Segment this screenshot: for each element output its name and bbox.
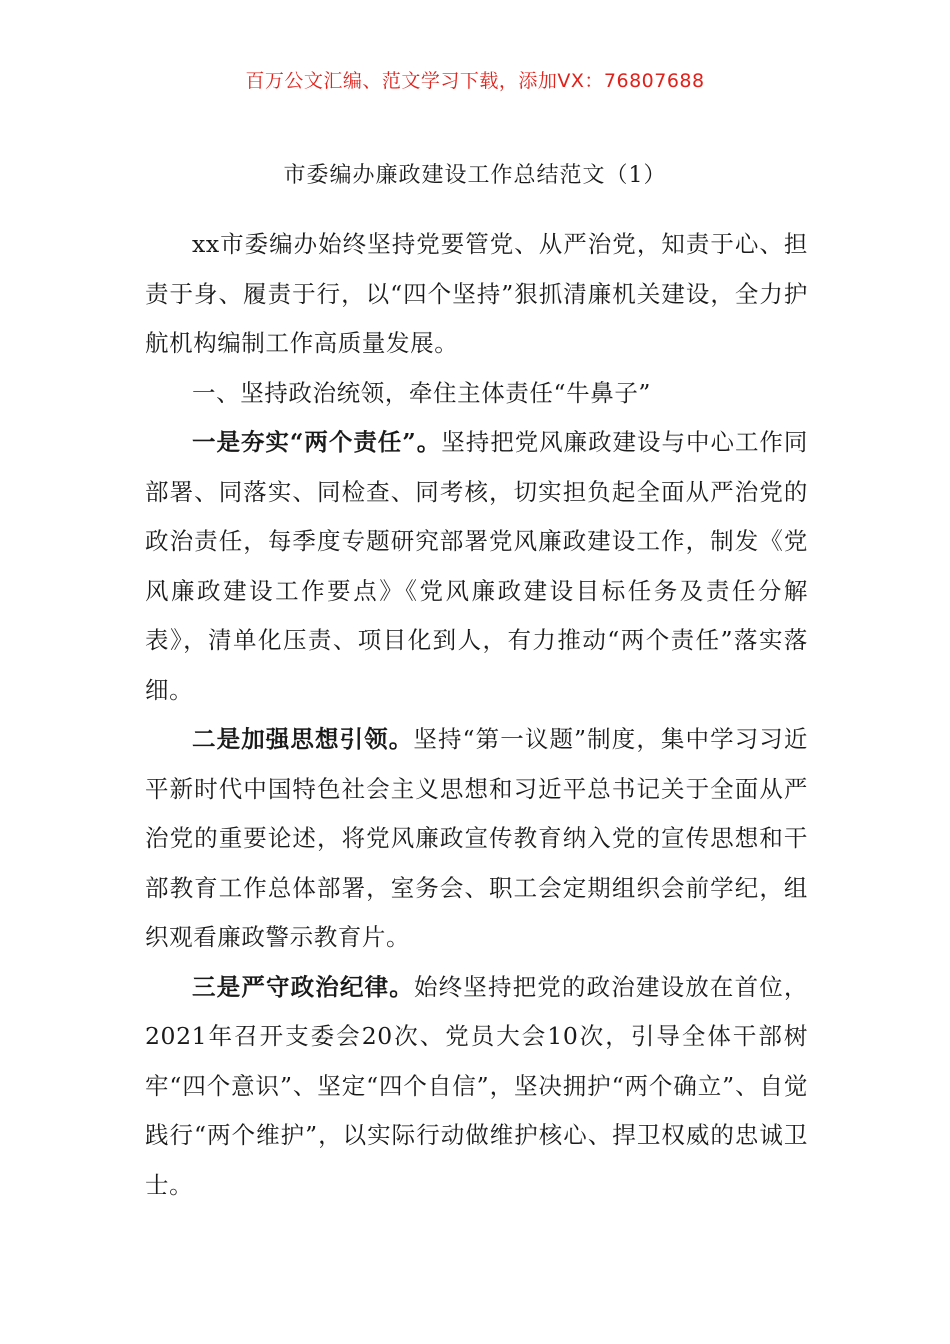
- paragraph-2-lead: 二是加强思想引领。: [192, 725, 414, 753]
- paragraph-2: [145, 715, 808, 963]
- paragraph-1-text: 坚持把党风廉政建设与中心工作同部署、同落实、同检查、同考核，切实担负起全面从严治党的政治责任，每季度专题研究部署党风廉政建设工作，制发《党风廉政建设工作要点》《党风廉政建设目标任务及责任分解表》，清单化压责、项目化到人，有力推动“两个责任”落实落细。: [145, 428, 809, 704]
- paragraph-3: [145, 963, 808, 1211]
- intro-paragraph: xx市委编办始终坚持党要管党、从严治党，知责于心、担责于身、履责于行，以“四个坚持”狠抓清廉机关建设，全力护航机构编制工作高质量发展。: [145, 230, 808, 357]
- watermark-header: 百万公文汇编、范文学习下载，添加VX：76807688: [245, 70, 705, 92]
- page-title: 市委编办廉政建设工作总结范文（1）: [283, 163, 667, 188]
- document-body: [145, 220, 808, 1210]
- paragraph-2-text: 坚持“第一议题”制度，集中学习习近平新时代中国特色社会主义思想和习近平总书记关于全面从严治党的重要论述，将党风廉政宣传教育纳入党的宣传思想和干部教育工作总体部署，室务会、职工会定期组织会前学纪，组织观看廉政警示教育片。: [145, 725, 808, 951]
- paragraph-1-lead: 一是夯实“两个责任”。: [192, 428, 442, 456]
- paragraph-1: [145, 418, 808, 715]
- section-heading: 一、坚持政治统领，牵住主体责任“牛鼻子”: [192, 378, 652, 407]
- paragraph-3-text: 始终坚持把党的政治建设放在首位，2021年召开支委会20次、党员大会10次，引导全体干部树牢“四个意识”、坚定“四个自信”，坚决拥护“两个确立”、自觉践行“两个维护”，以实际行动做维护核心、捍卫权威的忠诚卫士。: [145, 972, 808, 1199]
- paragraph-3-lead: 三是严守政治纪律。: [192, 972, 414, 1001]
